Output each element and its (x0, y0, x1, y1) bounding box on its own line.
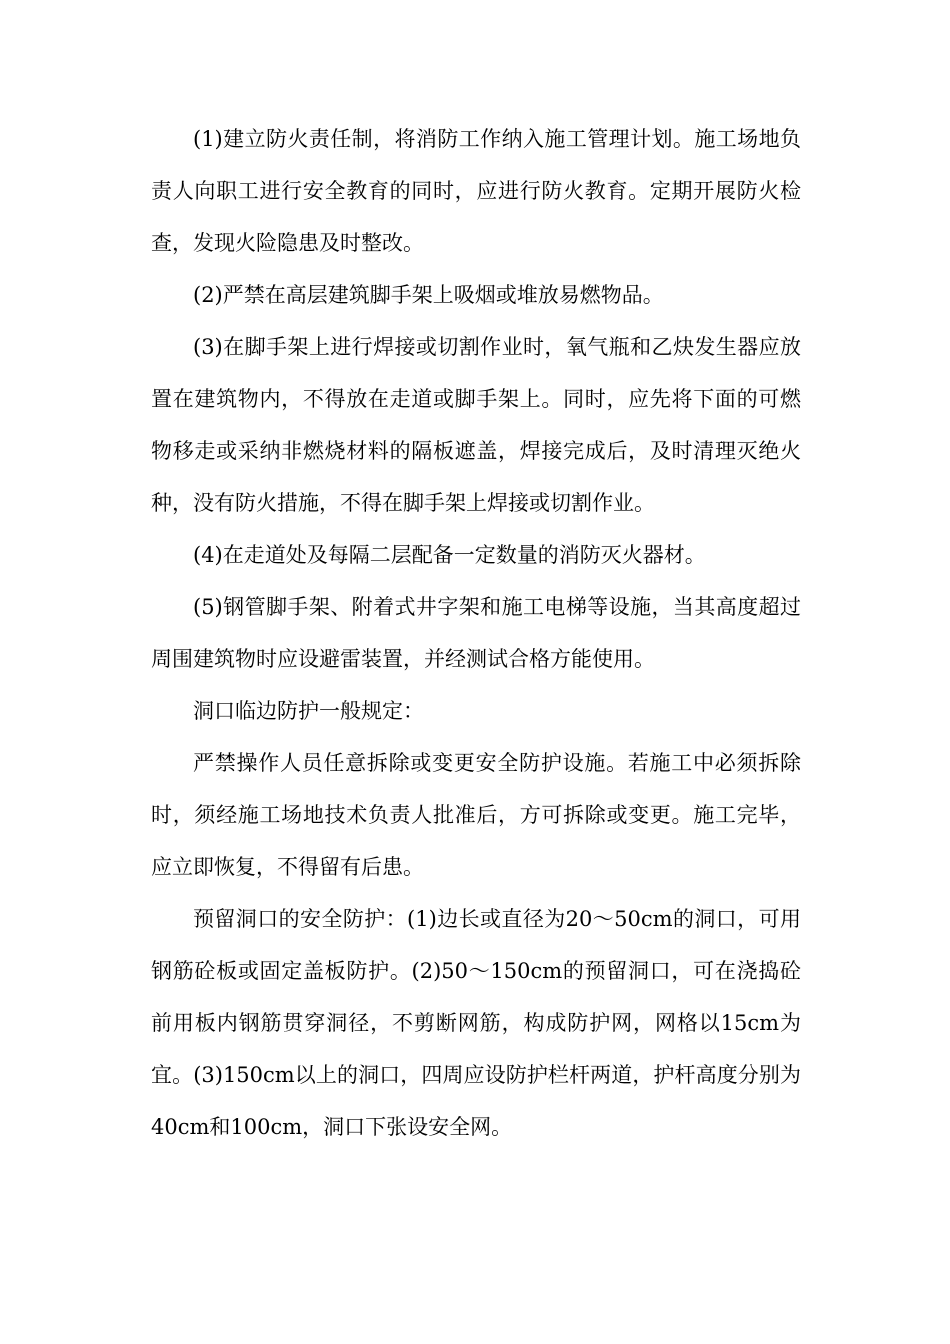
paragraph-welding-on-scaffold: (3)在脚手架上进行焊接或切割作业时，氧气瓶和乙炔发生器应放置在建筑物内，不得放在走道或脚手架上。同时，应先将下面的可燃物移走或采纳非燃烧材料的隔板遮盖，焊接完成后，及时清理灭绝火种，没有防火措施，不得在脚手架上焊接或切割作业。 (151, 335, 801, 515)
paragraph-no-removal-of-protection: 严禁操作人员任意拆除或变更安全防护设施。若施工中必须拆除时，须经施工场地技术负责人批准后，方可拆除或变更。施工完毕，应立即恢复，不得留有后患。 (151, 751, 801, 879)
paragraph-lightning-protection: (5)钢管脚手架、附着式井字架和施工电梯等设施，当其高度超过周围建筑物时应设避雷装置，并经测试合格方能使用。 (151, 595, 801, 671)
paragraph-no-smoking: (2)严禁在高层建筑脚手架上吸烟或堆放易燃物品。 (193, 283, 664, 307)
paragraph-fire-responsibility: (1)建立防火责任制，将消防工作纳入施工管理计划。施工场地负责人向职工进行安全教育的同时，应进行防火教育。定期开展防火检查，发现火险隐患及时整改。 (151, 127, 801, 255)
paragraph-reserved-opening-protection: 预留洞口的安全防护：(1)边长或直径为20～50cm的洞口，可用钢筋砼板或固定盖板防护。(2)50～150cm的预留洞口，可在浇捣砼前用板内钢筋贯穿洞径，不剪断网筋，构成防护网，网格以15cm为宜。(3)150cm以上的洞口，四周应设防护栏杆两道，护杆高度分别为40cm和100cm，洞口下张设安全网。 (151, 907, 801, 1139)
paragraph-opening-edge-heading: 洞口临边防护一般规定： (193, 699, 424, 723)
paragraph-fire-extinguishers: (4)在走道处及每隔二层配备一定数量的消防灭火器材。 (193, 543, 706, 567)
document-body (151, 113, 801, 1153)
